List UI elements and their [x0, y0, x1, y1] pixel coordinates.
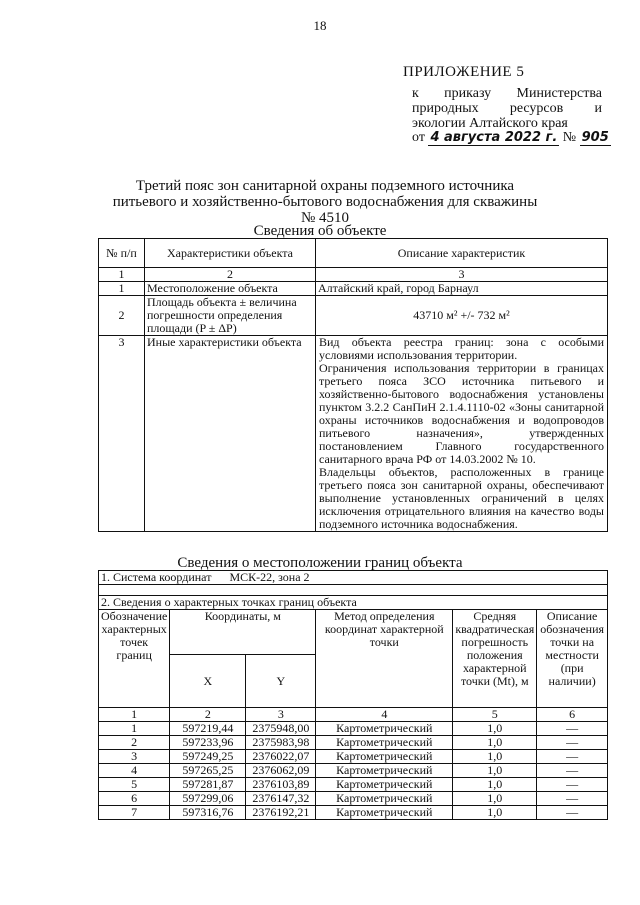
description-paragraph: Ограничения использования территории в границах третьего пояса ЗСО источника питьевого и хозяйственно-бытового водоснабжения установлены пунктом 3.2.2 СанПиН 2.1.4.1110-02 «Зоны санитарной охраны источников водоснабжения и водопроводов питьевого назначения», утвержденных постановлением Главного государственного санитарного врача РФ от 14.03.2002 № 10. [319, 361, 604, 466]
table-row [99, 792, 608, 806]
section-object-heading: Сведения об объекте [253, 223, 387, 239]
point-x: 597281,87 [170, 778, 246, 792]
index-cell: 6 [537, 708, 608, 722]
spacer-row [99, 585, 608, 596]
point-y: 2375983,98 [246, 736, 316, 750]
document-title: Третий пояс зон санитарной охраны подземного источника питьевого и хозяйственно-бытового водоснабжения для скважины № 4510 [112, 178, 538, 226]
point-method: Картометрический [316, 764, 453, 778]
point-x: 597233,96 [170, 736, 246, 750]
row-number: 2 [99, 296, 145, 336]
object-info-table [98, 238, 608, 532]
header-description: Описание характеристик [316, 239, 608, 268]
appendix-label: ПРИЛОЖЕНИЕ 5 [403, 64, 525, 80]
point-method: Картометрический [316, 750, 453, 764]
coordinate-system-value: МСК-22, зона 2 [229, 570, 310, 584]
points-label-row [99, 596, 608, 610]
point-id: 4 [99, 764, 170, 778]
point-description: — [537, 764, 608, 778]
index-cell: 3 [316, 268, 608, 282]
point-error: 1,0 [453, 764, 537, 778]
table-header-row [99, 610, 608, 655]
point-description: — [537, 792, 608, 806]
coordinate-system-row [99, 571, 608, 585]
point-y: 2376147,32 [246, 792, 316, 806]
points-label: 2. Сведения о характерных точках границ объекта [99, 596, 608, 610]
row-characteristic: Иные характеристики объекта [145, 336, 316, 532]
header-coordinates: Координаты, м [170, 610, 316, 655]
table-row [99, 736, 608, 750]
point-y: 2375948,00 [246, 722, 316, 736]
point-x: 597249,25 [170, 750, 246, 764]
point-method: Картометрический [316, 792, 453, 806]
point-y: 2376022,07 [246, 750, 316, 764]
index-cell: 4 [316, 708, 453, 722]
point-error: 1,0 [453, 736, 537, 750]
coordinate-system [99, 571, 608, 585]
table-row [99, 778, 608, 792]
point-y: 2376192,21 [246, 806, 316, 820]
index-cell: 2 [170, 708, 246, 722]
order-date-line [412, 130, 611, 146]
point-x: 597316,76 [170, 806, 246, 820]
order-date-handwritten: 4 августа 2022 г. [430, 130, 558, 145]
point-error: 1,0 [453, 792, 537, 806]
description-paragraph: Вид объекта реестра границ: зона с особыми условиями использования территории. [319, 335, 604, 362]
row-characteristic: Площадь объекта ± величина погрешности определения площади (P ± ΔP) [145, 296, 316, 336]
table-row [99, 750, 608, 764]
table-row [99, 806, 608, 820]
index-cell: 2 [145, 268, 316, 282]
table-row [99, 282, 608, 296]
table-row [99, 296, 608, 336]
point-y: 2376062,09 [246, 764, 316, 778]
row-number: 1 [99, 282, 145, 296]
point-error: 1,0 [453, 722, 537, 736]
header-error: Средняя квадратическая погрешность положения характерной точки (Mt), м [453, 610, 537, 708]
row-value: 43710 м² +/- 732 м² [316, 296, 608, 336]
point-error: 1,0 [453, 750, 537, 764]
point-id: 7 [99, 806, 170, 820]
description-paragraph: Владельцы объектов, расположенных в границе третьего пояса зон санитарной охраны, обеспечивают выполнение установленных ограничений в целях исключения отрицательного влияния на качество воды подземного источника водоснабжения. [319, 465, 604, 531]
table-index-row [99, 708, 608, 722]
point-description: — [537, 750, 608, 764]
row-value [316, 336, 608, 532]
point-method: Картометрический [316, 722, 453, 736]
date-prefix: от [412, 130, 425, 145]
points-body [99, 722, 608, 820]
header-point-description: Описание обозначения точки на местности (при наличии) [537, 610, 608, 708]
table-row [99, 722, 608, 736]
page-number: 18 [313, 18, 327, 33]
point-method: Картометрический [316, 736, 453, 750]
point-id: 2 [99, 736, 170, 750]
point-description: — [537, 736, 608, 750]
point-description: — [537, 778, 608, 792]
point-x: 597299,06 [170, 792, 246, 806]
point-description: — [537, 806, 608, 820]
point-error: 1,0 [453, 778, 537, 792]
point-error: 1,0 [453, 806, 537, 820]
row-number: 3 [99, 336, 145, 532]
index-cell: 3 [246, 708, 316, 722]
row-characteristic: Местоположение объекта [145, 282, 316, 296]
point-description: — [537, 722, 608, 736]
table-row [99, 336, 608, 532]
header-x: X [170, 655, 246, 708]
order-reference: к приказу Министерства природных ресурсов и экологии Алтайского края [412, 86, 602, 131]
point-x: 597265,25 [170, 764, 246, 778]
header-method: Метод определения координат характерной точки [316, 610, 453, 708]
section-boundaries-heading: Сведения о местоположении границ объекта [177, 555, 463, 571]
index-cell: 1 [99, 708, 170, 722]
point-id: 6 [99, 792, 170, 806]
coordinate-system-label: 1. Система координат [101, 570, 212, 584]
index-cell: 1 [99, 268, 145, 282]
header-y: Y [246, 655, 316, 708]
point-id: 1 [99, 722, 170, 736]
table-header-row [99, 239, 608, 268]
point-x: 597219,44 [170, 722, 246, 736]
table-index-row [99, 268, 608, 282]
header-num: № п/п [99, 239, 145, 268]
point-id: 3 [99, 750, 170, 764]
point-y: 2376103,89 [246, 778, 316, 792]
boundary-points-table [98, 570, 608, 820]
header-designation: Обозначение характерных точек границ [99, 610, 170, 708]
point-method: Картометрический [316, 806, 453, 820]
order-number-handwritten: 905 [581, 130, 609, 145]
header-characteristic: Характеристики объекта [145, 239, 316, 268]
row-value: Алтайский край, город Барнаул [316, 282, 608, 296]
point-id: 5 [99, 778, 170, 792]
number-prefix: № [562, 130, 577, 145]
table-row [99, 764, 608, 778]
index-cell: 5 [453, 708, 537, 722]
point-method: Картометрический [316, 778, 453, 792]
